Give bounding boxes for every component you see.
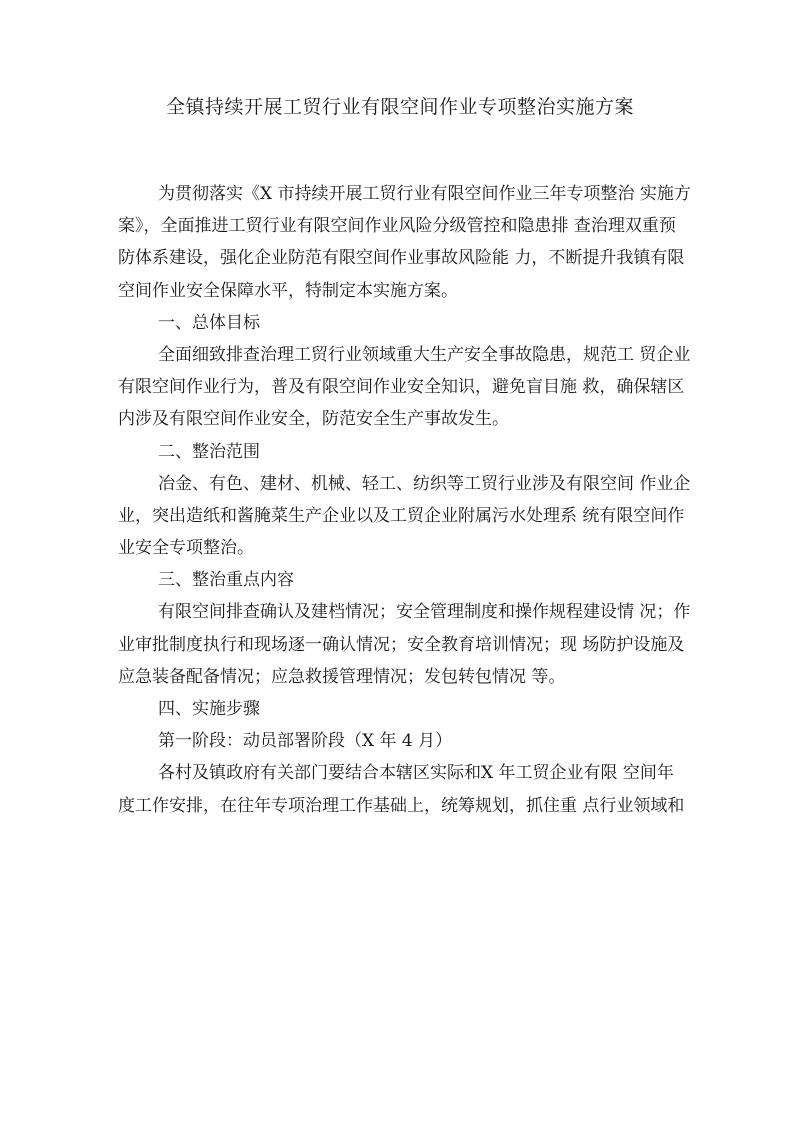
- phase-heading: 第一阶段：动员部署阶段（X 年 4 月）: [158, 731, 453, 752]
- paragraph-line: 业安全专项整治。: [118, 538, 254, 559]
- paragraph-line: 为贯彻落实《X 市持续开展工贸行业有限空间作业三年专项整治 实施方: [158, 184, 691, 204]
- paragraph-line: 应急装备配备情况；应急救援管理情况；发包转包情况 等。: [118, 666, 566, 687]
- paragraph-line: 业，突出造纸和酱腌菜生产企业以及工贸企业附属污水处理系 统有限空间作: [118, 505, 685, 526]
- paragraph-line: 防体系建设，强化企业防范有限空间作业事故风险能 力，不断提升我镇有限: [118, 248, 685, 269]
- document-body: [118, 178, 693, 822]
- paragraph-line: 案》，全面推进工贸行业有限空间作业风险分级管控和隐患排 查治理双重预: [118, 216, 676, 237]
- paragraph-line: 业审批制度执行和现场逐一确认情况；安全教育培训情况；现 场防护设施及: [118, 634, 685, 655]
- section-heading: 三、整治重点内容: [158, 570, 294, 591]
- paragraph-line: 有限空间排查确认及建档情况；安全管理制度和操作规程建设情 况；作: [158, 602, 691, 623]
- paragraph-line: 冶金、有色、建材、机械、轻工、纺织等工贸行业涉及有限空间 作业企: [158, 473, 691, 494]
- document-title: 全镇持续开展工贸行业有限空间作业专项整治实施方案: [165, 96, 634, 118]
- section-heading: 一、总体目标: [158, 312, 260, 333]
- paragraph-line: 空间作业安全保障水平，特制定本实施方案。: [118, 280, 458, 301]
- section-heading: 二、整治范围: [158, 441, 260, 462]
- paragraph-line: 度工作安排，在往年专项治理工作基础上，统筹规划，抓住重 点行业领域和: [118, 795, 685, 816]
- paragraph-line: 内涉及有限空间作业安全，防范安全生产事故发生。: [118, 409, 509, 430]
- section-heading: 四、实施步骤: [158, 699, 260, 719]
- paragraph-line: 全面细致排查治理工贸行业领域重大生产安全事故隐患，规范工 贸企业: [158, 344, 691, 365]
- paragraph-line: 有限空间作业行为，普及有限空间作业安全知识，避免盲目施 救，确保辖区: [118, 377, 685, 398]
- paragraph-line: 各村及镇政府有关部门要结合本辖区实际和X 年工贸企业有限 空间年: [158, 763, 674, 784]
